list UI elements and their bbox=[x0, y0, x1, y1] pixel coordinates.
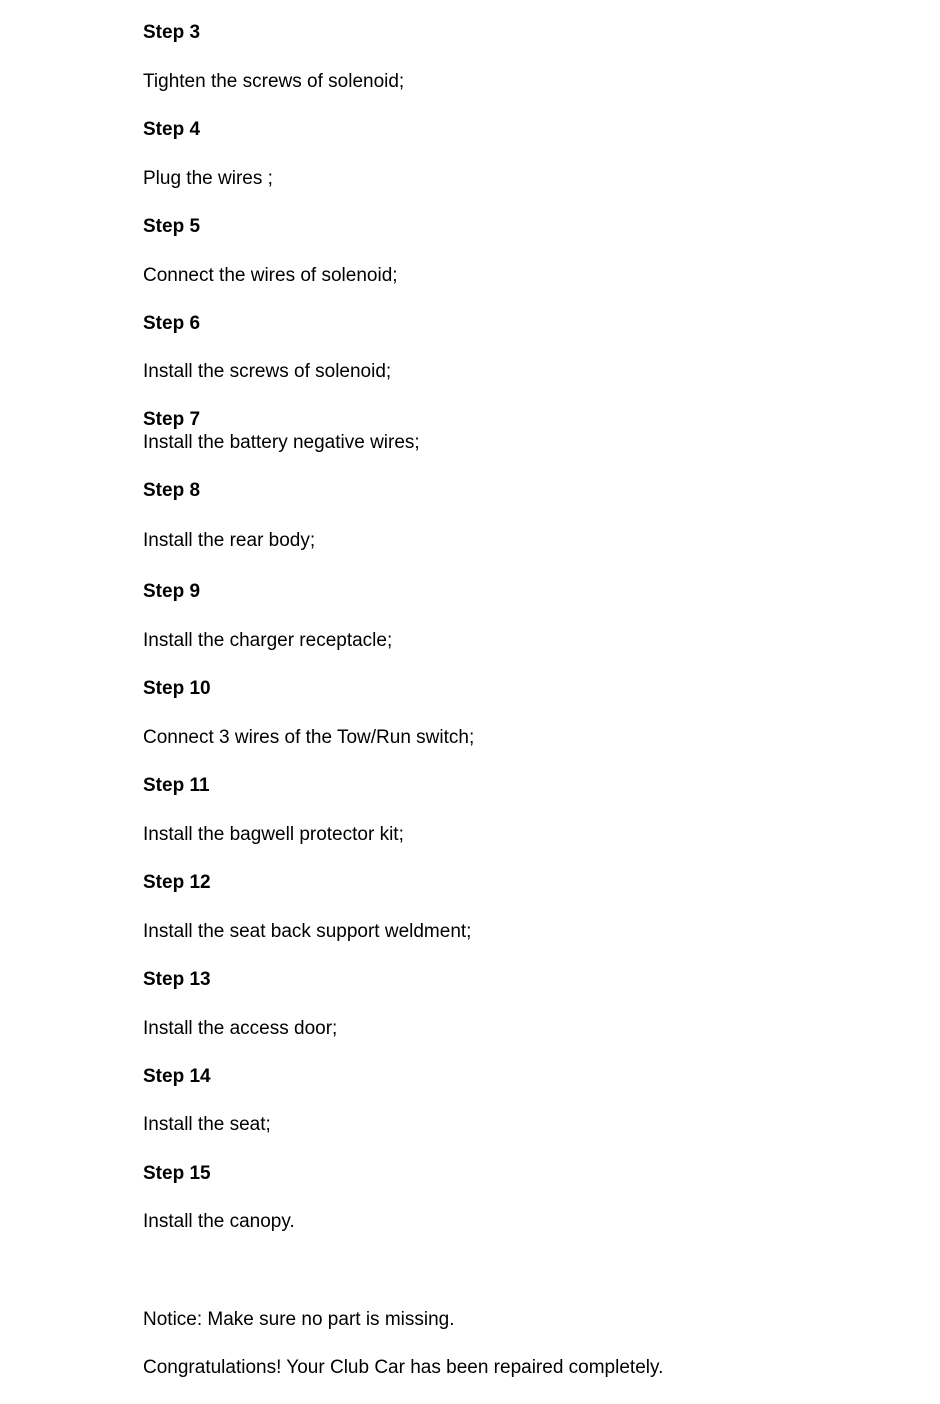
step-9-heading: Step 9 bbox=[143, 581, 201, 602]
step-12-text: Install the seat back support weldment; bbox=[143, 921, 472, 942]
step-15-text: Install the canopy. bbox=[143, 1211, 295, 1232]
step-8-heading: Step 8 bbox=[143, 480, 201, 501]
notice-text: Notice: Make sure no part is missing. bbox=[143, 1309, 455, 1330]
step-15-heading: Step 15 bbox=[143, 1163, 211, 1184]
step-3-text: Tighten the screws of solenoid; bbox=[143, 71, 405, 92]
step-14-heading: Step 14 bbox=[143, 1066, 211, 1087]
step-13-heading: Step 13 bbox=[143, 969, 211, 990]
step-6-text: Install the screws of solenoid; bbox=[143, 361, 392, 382]
step-7-text: Install the battery negative wires; bbox=[143, 432, 420, 453]
congratulations-text: Congratulations! Your Club Car has been repaired completely. bbox=[143, 1357, 664, 1378]
step-10-text: Connect 3 wires of the Tow/Run switch; bbox=[143, 727, 475, 748]
step-6-heading: Step 6 bbox=[143, 313, 201, 334]
step-5-heading: Step 5 bbox=[143, 216, 201, 237]
step-8-text: Install the rear body; bbox=[143, 530, 316, 551]
step-13-text: Install the access door; bbox=[143, 1018, 338, 1039]
step-11-text: Install the bagwell protector kit; bbox=[143, 824, 404, 845]
step-5-text: Connect the wires of solenoid; bbox=[143, 265, 398, 286]
step-9-text: Install the charger receptacle; bbox=[143, 630, 393, 651]
step-4-heading: Step 4 bbox=[143, 119, 201, 140]
step-14-text: Install the seat; bbox=[143, 1114, 271, 1135]
step-11-heading: Step 11 bbox=[143, 775, 210, 796]
step-3-heading: Step 3 bbox=[143, 22, 201, 43]
step-7-heading: Step 7 bbox=[143, 409, 201, 430]
step-10-heading: Step 10 bbox=[143, 678, 211, 699]
step-12-heading: Step 12 bbox=[143, 872, 211, 893]
step-4-text: Plug the wires ; bbox=[143, 168, 273, 189]
